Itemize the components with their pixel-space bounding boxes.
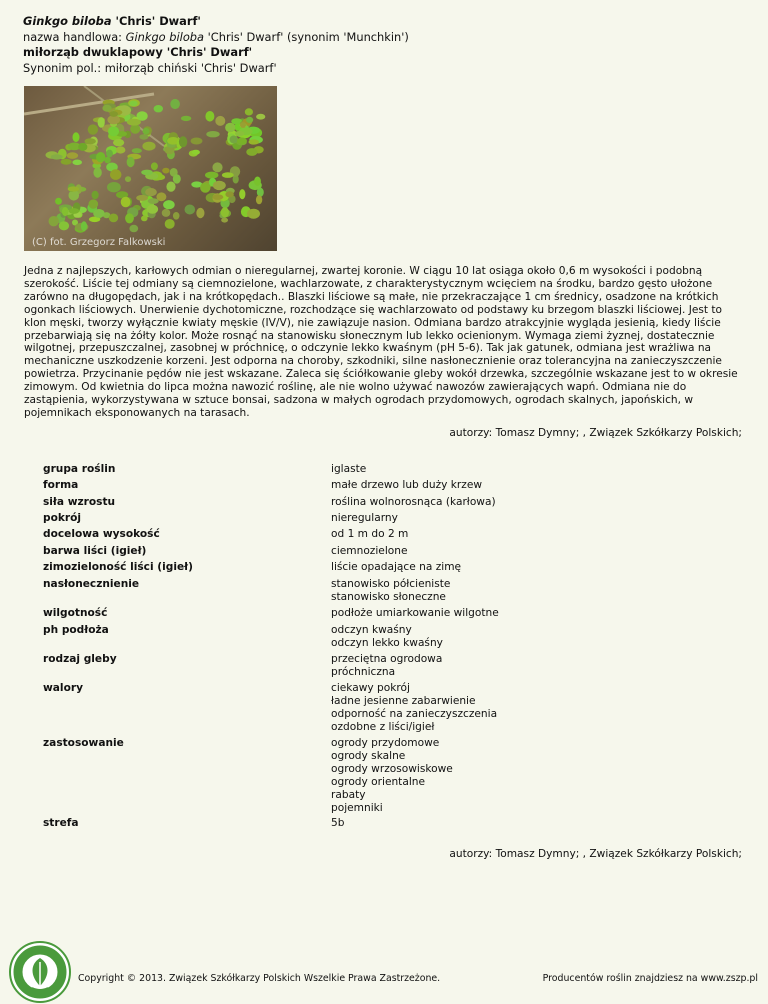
leaf-shape: [73, 132, 80, 142]
plant-photo: [24, 86, 277, 251]
leaf-shape: [151, 162, 158, 170]
leaf-shape: [212, 162, 222, 172]
leaf-shape: [215, 116, 225, 126]
leaf-shape: [205, 172, 218, 179]
leaf-shape: [93, 209, 104, 218]
leaf-shape: [162, 209, 171, 217]
leaf-shape: [145, 188, 157, 196]
leaf-shape: [143, 128, 150, 135]
property-value: ogrody wrzosowiskowe: [331, 762, 453, 775]
zszp-leaf-logo-icon: [8, 940, 72, 1004]
property-values: [331, 479, 482, 492]
property-value: przeciętna ogrodowa: [331, 653, 443, 665]
latin-name: Ginkgo biloba: [23, 14, 112, 28]
leaf-shape: [68, 186, 80, 191]
leaf-shape: [256, 114, 265, 120]
leaf-shape: [237, 138, 247, 145]
leaf-shape: [191, 138, 203, 145]
leaf-shape: [98, 117, 105, 128]
leaf-shape: [51, 154, 63, 159]
leaf-shape: [163, 200, 175, 209]
trade-latin: Ginkgo biloba: [125, 29, 205, 44]
property-label: rodzaj gleby: [43, 653, 117, 665]
leaf-shape: [148, 198, 159, 204]
leaf-shape: [125, 213, 134, 223]
leaf-shape: [142, 142, 155, 151]
property-value: iglaste: [331, 463, 367, 475]
leaf-shape: [141, 170, 153, 176]
property-value: ciekawy pokrój: [331, 682, 410, 694]
leaf-shape: [141, 216, 148, 222]
leaf-shape: [102, 105, 111, 112]
leaf-shape: [113, 139, 124, 146]
property-label: grupa roślin: [43, 463, 116, 475]
leaf-shape: [121, 197, 131, 208]
leaf-shape: [173, 212, 180, 220]
plant-title: [23, 14, 743, 30]
property-label: walory: [43, 682, 83, 694]
authors-line-bottom: autorzy: Tomasz Dymny; , Związek Szkółkarzy Polskich;: [449, 848, 742, 860]
polish-name: miłorząb dwuklapowy 'Chris' Dwarf': [23, 45, 253, 59]
property-value: próchniczna: [331, 665, 396, 678]
leaf-shape: [88, 124, 98, 134]
plant-header: [23, 14, 743, 76]
property-value: małe drzewo lub duży krzew: [331, 479, 482, 491]
property-label: wilgotność: [43, 607, 108, 619]
leaf-shape: [221, 207, 229, 217]
property-values: [331, 682, 497, 734]
leaf-shape: [92, 191, 99, 199]
property-label: pokrój: [43, 512, 82, 524]
leaf-shape: [179, 136, 187, 147]
property-values: [331, 578, 450, 604]
leaf-shape: [246, 117, 253, 123]
leaf-shape: [221, 218, 228, 223]
leaf-shape: [246, 148, 257, 156]
property-values: [331, 817, 344, 830]
property-label: strefa: [43, 817, 79, 829]
leaf-shape: [225, 123, 235, 133]
leaf-shape: [162, 168, 169, 174]
leaf-shape: [240, 122, 246, 128]
property-values: [331, 545, 407, 558]
leaf-shape: [247, 209, 260, 219]
leaf-shape: [89, 199, 99, 208]
property-value: stanowisko słoneczne: [331, 590, 446, 603]
leaf-shape: [154, 105, 163, 112]
leaf-shape: [110, 169, 121, 180]
leaf-shape: [96, 152, 105, 162]
leaf-shape: [129, 225, 138, 232]
leaf-shape: [106, 150, 113, 158]
property-values: [331, 512, 398, 525]
plant-description: Jedna z najlepszych, karłowych odmian o nieregularnej, zwartej koronie. W ciągu 10 lat osiąga około 0,6 m wysokości i podobną szerokość. Liście tej odmiany są ciemnozielone, wachlarzowate, z charakterystycznym wcięciem na środku, bardzo gęsto ułożone zarówno na długopędach, jak i na krótkopędach.. Blaszki liściowe są małe, nie przekraczające 1 cm średnicy, osadzone na krótkich ogonkach liściowych. Unerwienie dychotomiczne, rozchodzące się wachlarzowato od podstawy ku brzegom blaszki liściowej. Jest to klon męski, tworzy wyłącznie kwiaty męskie (IV/V), nie zawiązuje nasion. Odmiana bardzo atrakcyjnie wygląda jesienią, kiedy liście przebarwiają się na żółty kolor. Może rosnąć na stanowisku słonecznym lub lekko ocienionym. Wymaga ziemi żyznej, dostatecznie wilgotnej, przepuszczalnej, zasobnej w próchnicę, o odczynie lekko kwaśnym (pH 5-6). Tak jak gatunek, odmiana jest wrażliwa na mechaniczne uszkodzenie korzeni. Jest odporna na choroby, szkodniki, silne nasłonecznienie oraz tolerancyjna na zanieczyszczenie powietrza. Przycinanie pędów nie jest wskazane. Zaleca się ściółkowanie gleby wokół drzewka, szczególnie wskazane jest to w okresie zimowym. Od kwietnia do lipca można nawozić roślinę, ale nie wolno używać nawozów zawierających wapń. Odmiana nie do zastąpienia, wykorzystywana w sztuce bonsai, sadzona w małych ogrodach przydomowych, ogrodach skalnych, japońskich, w pojemnikach eksponowanych na tarasach.: [24, 265, 738, 419]
property-label: docelowa wysokość: [43, 528, 160, 540]
footer-producers-link[interactable]: Producentów roślin znajdziesz na www.zszp.pl: [542, 973, 758, 984]
leaf-shape: [49, 216, 59, 226]
leaf-shape: [59, 221, 69, 230]
leaf-shape: [109, 214, 118, 223]
property-values: [331, 653, 442, 679]
property-label: siła wzrostu: [43, 496, 116, 508]
authors-line: autorzy: Tomasz Dymny; , Związek Szkółkarzy Polskich;: [449, 427, 742, 439]
leaf-shape: [213, 194, 224, 200]
property-label: forma: [43, 479, 79, 491]
leaf-shape: [235, 131, 244, 136]
leaf-shape: [254, 177, 261, 186]
foliage-image: [24, 86, 277, 251]
leaf-shape: [192, 150, 200, 155]
leaf-shape: [196, 208, 204, 218]
leaf-shape: [206, 131, 219, 137]
leaf-shape: [222, 172, 234, 178]
leaf-shape: [116, 146, 126, 153]
property-value: ciemnozielone: [331, 545, 408, 557]
leaf-shape: [130, 124, 140, 134]
property-label: zastosowanie: [43, 737, 124, 749]
leaf-shape: [239, 189, 245, 199]
leaf-shape: [147, 205, 158, 214]
leaf-shape: [173, 174, 181, 183]
property-values: [331, 737, 453, 814]
property-values: [331, 463, 366, 476]
property-value: nieregularny: [331, 512, 398, 524]
property-values: [331, 496, 496, 509]
leaf-shape: [93, 167, 101, 177]
leaf-shape: [225, 191, 233, 197]
property-values: [331, 528, 408, 541]
leaf-shape: [181, 116, 191, 121]
property-value: ogrody skalne: [331, 749, 406, 762]
trade-name: [23, 30, 743, 46]
property-label: zimozieloność liści (igieł): [43, 561, 193, 573]
property-values: [331, 561, 461, 574]
leaf-shape: [185, 205, 196, 215]
leaf-shape: [125, 176, 131, 182]
trade-prefix: nazwa handlowa:: [23, 29, 126, 44]
leaf-shape: [72, 160, 82, 166]
property-value: pojemniki: [331, 801, 383, 814]
leaf-shape: [67, 152, 78, 159]
leaf-shape: [78, 143, 87, 151]
property-value: stanowisko półcieniste: [331, 578, 451, 590]
leaf-shape: [245, 108, 253, 115]
property-value: rabaty: [331, 788, 366, 801]
leaf-shape: [165, 219, 175, 229]
leaf-shape: [109, 111, 118, 117]
property-value: ozdobne z liści/igieł: [331, 720, 435, 733]
property-value: odczyn lekko kwaśny: [331, 636, 443, 649]
leaf-shape: [69, 208, 80, 214]
cultivar-name: 'Chris' Dwarf': [115, 14, 201, 28]
leaf-shape: [127, 157, 135, 167]
leaf-shape: [85, 138, 96, 144]
leaf-shape: [230, 136, 238, 144]
leaf-shape: [55, 198, 62, 205]
property-label: barwa liści (igieł): [43, 545, 147, 557]
property-values: [331, 607, 499, 620]
property-value: 5b: [331, 817, 345, 829]
leaf-shape: [107, 182, 121, 192]
property-value: odczyn kwaśny: [331, 624, 412, 636]
polish-synonym: Synonim pol.: miłorząb chiński 'Chris' Dwarf': [23, 60, 277, 75]
property-value: od 1 m do 2 m: [331, 528, 409, 540]
leaf-shape: [170, 99, 180, 109]
leaf-shape: [132, 148, 142, 153]
leaf-shape: [61, 159, 72, 165]
property-label: ph podłoża: [43, 624, 109, 636]
leaf-shape: [200, 182, 210, 192]
leaf-shape: [129, 101, 137, 107]
property-value: ogrody przydomowe: [331, 737, 440, 749]
property-values: [331, 624, 443, 650]
leaf-shape: [205, 111, 214, 122]
property-value: ogrody orientalne: [331, 775, 426, 788]
footer-copyright: Copyright © 2013. Związek Szkółkarzy Polskich Wszelkie Prawa Zastrzeżone.: [78, 973, 441, 984]
trade-rest: 'Chris' Dwarf' (synonim 'Munchkin'): [204, 29, 409, 44]
property-value: ładne jesienne zabarwienie: [331, 694, 476, 707]
leaf-shape: [136, 195, 148, 201]
photo-credit: (C) fot. Grzegorz Falkowski: [32, 237, 166, 248]
leaf-shape: [213, 181, 226, 190]
property-value: odporność na zanieczyszczenia: [331, 707, 498, 720]
property-label: nasłonecznienie: [43, 578, 140, 590]
leaf-shape: [108, 126, 119, 136]
leaf-shape: [249, 139, 260, 144]
leaf-shape: [256, 195, 262, 204]
leaf-shape: [127, 119, 141, 126]
leaf-shape: [62, 207, 69, 216]
leaf-shape: [166, 182, 175, 192]
leaf-shape: [81, 221, 87, 231]
property-value: liście opadające na zimę: [331, 561, 462, 573]
property-value: roślina wolnorosnąca (karłowa): [331, 496, 496, 508]
property-value: podłoże umiarkowanie wilgotne: [331, 607, 499, 619]
